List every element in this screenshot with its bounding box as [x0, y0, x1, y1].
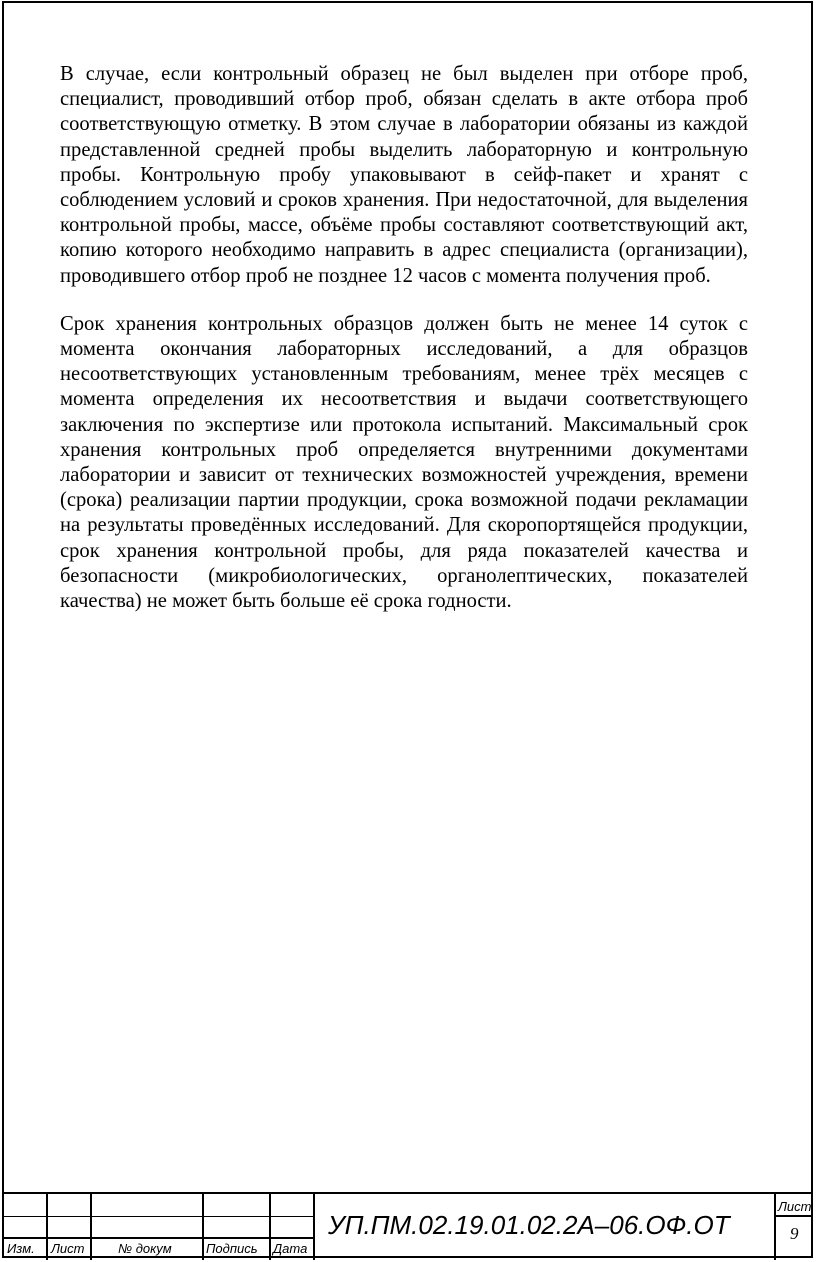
stamp-label-doc: № докум — [118, 1241, 172, 1256]
stamp-divider — [774, 1194, 776, 1260]
paragraph-control-sample: В случае, если контрольный образец не был выделен при отборе проб, специалист, проводивший отбор проб, обязан сделать в акте отбора проб соответствующую отметку. В этом случае в лаборатории обязаны из каждой представленной средней пробы выделить лабораторную и контрольную пробы. Контрольную пробу упаковывают в сейф-пакет и хранят с соблюдением условий и сроков хранения. При недостаточной, для выделения контрольной пробы, массе, объёме пробы составляют соответствующий акт, копию которого необходимо направить в адрес специалиста (организации), проводившего отбор проб не позднее 12 часов с момента получения проб. — [60, 63, 748, 287]
stamp-row-line — [2, 1216, 313, 1217]
stamp-divider — [269, 1194, 271, 1260]
stamp-divider — [46, 1194, 48, 1260]
sheet-label: Лист — [778, 1199, 812, 1214]
stamp-row-line — [774, 1215, 813, 1217]
paragraph-storage-period: Срок хранения контрольных образцов должен быть не менее 14 суток с момента окончания лабораторных исследований, а для образцов несоответствующих установленным требованиям, менее трёх месяцев с момента определения их несоответствия и выдачи соответствующего заключения по экспертизе или протокола испытаний. Максимальный срок хранения контрольных проб определяется внутренними документами лаборатории и зависит от технических возможностей учреждения, времени (срока) реализации партии продукции, срока возможной подачи рекламации на результаты проведённых исследований. Для скоропортящейся продукции, срок хранения контрольной пробы, для ряда показателей качества и безопасности (микробиологических, органолептических, показателей качества) не может быть больше её срока годности. — [60, 312, 748, 613]
sheet-number: 9 — [790, 1224, 799, 1243]
document-body — [60, 62, 748, 637]
stamp-label-date: Дата — [273, 1241, 308, 1256]
stamp-label-izm: Изм. — [7, 1241, 35, 1256]
title-block — [2, 1192, 813, 1260]
stamp-row-line — [2, 1237, 313, 1239]
document-code: УП.ПМ.02.19.01.02.2А–06.ОФ.ОТ — [328, 1210, 730, 1240]
stamp-divider — [202, 1194, 204, 1260]
stamp-divider — [90, 1194, 92, 1260]
stamp-divider — [313, 1194, 315, 1260]
stamp-label-sign: Подпись — [206, 1241, 258, 1256]
stamp-label-list: Лист — [51, 1241, 85, 1256]
